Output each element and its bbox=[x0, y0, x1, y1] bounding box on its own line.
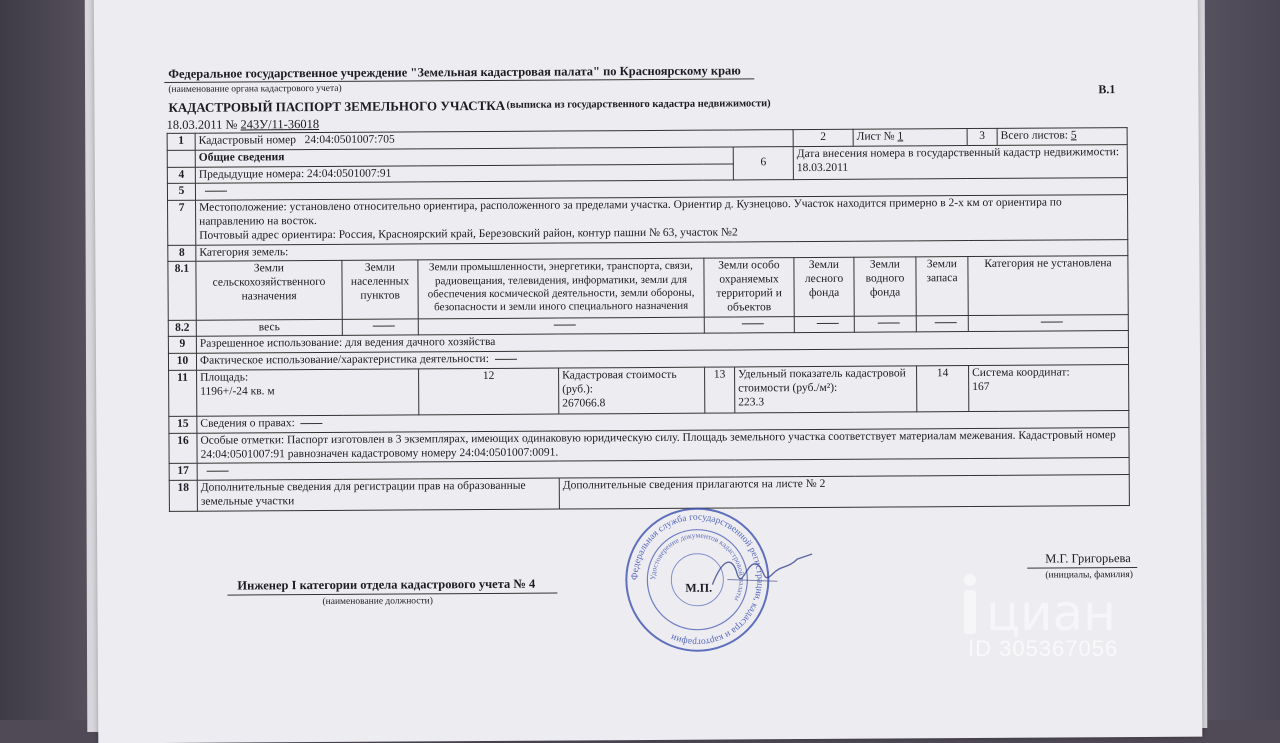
svg-text:циан: циан bbox=[986, 584, 1116, 642]
general-info-heading: Общие сведения bbox=[195, 147, 733, 167]
document-subtitle: (выписка из государственного кадастра недвижимости) bbox=[506, 98, 771, 111]
category-header: Земли сельскохозяйственного назначения bbox=[196, 261, 342, 320]
row-number bbox=[167, 150, 195, 167]
category-value bbox=[704, 316, 794, 333]
sheet-number-cell: Лист № 1 bbox=[853, 129, 967, 146]
svg-text:Удостоверение документов кадас: Удостоверение документов кадастровой палаты bbox=[648, 530, 747, 603]
row-number: 8 bbox=[168, 245, 196, 262]
category-header: Земли лесного фонда bbox=[794, 258, 854, 317]
additional-info-label: Дополнительные сведения для регистрации прав на образованные земельные участки bbox=[197, 478, 559, 511]
location-text: Местоположение: установлено относительно ориентира, расположенного за пределами участка. Ориентир д. Кузнецово. Участок находится примерно в 2-х км от ориентира по направлению на восток. bbox=[199, 196, 1062, 228]
category-header: Земли водного фонда bbox=[854, 257, 916, 316]
document-number: 18.03.2011 № 243У/11-36018 bbox=[166, 117, 320, 132]
row-number: 18 bbox=[169, 480, 197, 511]
category-header: Земли населенных пунктов bbox=[342, 260, 418, 319]
svg-text:Федеральная служба государстве: Федеральная служба государственной регистрации, кадастра и картографии bbox=[630, 512, 765, 647]
location-cell bbox=[196, 195, 1128, 245]
row-number: 15 bbox=[169, 416, 197, 433]
cadastral-table bbox=[167, 127, 1130, 512]
category-header: Категория не установлена bbox=[968, 256, 1128, 315]
category-header: Земли запаса bbox=[916, 257, 968, 316]
cadastral-number-cell: Кадастровый номер 24:04:0501007:705 bbox=[195, 130, 793, 150]
row-number: 17 bbox=[169, 464, 197, 481]
row-number: 3 bbox=[967, 128, 997, 145]
category-header: Земли особо охраняемых территорий и объектов bbox=[704, 258, 794, 317]
area-cell: Площадь: 1196+/-24 кв. м bbox=[197, 369, 419, 416]
table-row bbox=[168, 256, 1128, 320]
postal-address-text: Почтовый адрес ориентира: Россия, Красноярский край, Березовский район, контур пашни № 63, участок №2 bbox=[199, 226, 738, 242]
rights-cell: Сведения о правах: bbox=[197, 411, 1129, 433]
organization-name: Федеральное государственное учреждение "Земельная кадастровая палата" по Красноярскому краю bbox=[168, 63, 741, 81]
category-header: Земли промышленности, энергетики, транспорта, связи, радиовещания, телевидения, информатики, земли для обеспечения космической деятельности, земли обороны, безопасности и земли иного специального назначения bbox=[418, 259, 704, 319]
entry-date-cell: Дата внесения номера в государственный кадастр недвижимости: 18.03.2011 bbox=[793, 144, 1127, 180]
category-value bbox=[418, 317, 704, 336]
special-notes-cell: Особые отметки: Паспорт изготовлен в 3 экземплярах, имеющих одинаковую юридическую силу. Площадь земельного участка соответствует материалам межевания. Кадастровый номер 24:04:0501007:91 равнозначен кадастровому номеру 24:04:0501007:0091. bbox=[197, 427, 1129, 463]
total-sheets-cell: Всего листов: 5 bbox=[997, 128, 1127, 146]
specific-value-cell: Удельный показатель кадастровой стоимости (руб./м²): 223.3 bbox=[735, 366, 917, 413]
name-note: (инициалы, фамилия) bbox=[1045, 570, 1133, 581]
row-number: 12 bbox=[419, 368, 559, 415]
row-number: 11 bbox=[169, 370, 197, 416]
row-number: 6 bbox=[733, 146, 793, 180]
row-number: 2 bbox=[793, 129, 853, 146]
row-number: 9 bbox=[168, 337, 196, 354]
row-number: 5 bbox=[167, 184, 195, 201]
row-number: 16 bbox=[169, 433, 197, 464]
stamp-place-label: М.П. bbox=[685, 580, 713, 595]
form-code: В.1 bbox=[1098, 82, 1116, 97]
row-number: 4 bbox=[167, 167, 195, 184]
row-number: 1 bbox=[167, 133, 195, 150]
category-value bbox=[916, 315, 968, 332]
row-number: 14 bbox=[917, 365, 969, 411]
actual-use-cell: Фактическое использование/характеристика деятельности: bbox=[196, 348, 1128, 370]
category-value bbox=[342, 318, 418, 335]
organization-note: (наименование органа кадастрового учета) bbox=[168, 83, 342, 95]
table-row bbox=[168, 195, 1128, 245]
table-row bbox=[169, 365, 1129, 417]
coordinate-system-cell: Система координат: 167 bbox=[969, 365, 1129, 412]
category-value bbox=[794, 316, 854, 333]
official-position: Инженер I категории отдела кадастрового учета № 4 bbox=[237, 576, 536, 593]
official-name: М.Г. Григорьева bbox=[1045, 551, 1131, 566]
category-value bbox=[854, 315, 916, 332]
row-number: 8.2 bbox=[168, 320, 196, 337]
permitted-use-cell: Разрешенное использование: для ведения дачного хозяйства bbox=[196, 331, 1128, 353]
cadastral-value-cell: Кадастровая стоимость (руб.): 267066.8 bbox=[559, 367, 705, 414]
row-number: 8.1 bbox=[168, 262, 196, 320]
additional-info-value: Дополнительные сведения прилагаются на листе № 2 bbox=[559, 475, 1129, 509]
row-number: 10 bbox=[168, 353, 196, 370]
row-number: 7 bbox=[168, 200, 196, 245]
watermark-id: ID 305367056 bbox=[968, 636, 1119, 661]
land-category-label: Категория земель: bbox=[196, 239, 1128, 261]
document-title: КАДАСТРОВЫЙ ПАСПОРТ ЗЕМЕЛЬНОГО УЧАСТКА bbox=[168, 97, 506, 115]
previous-numbers-cell: Предыдущие номера: 24:04:0501007:91 bbox=[195, 164, 733, 184]
position-note: (наименование должности) bbox=[322, 596, 433, 607]
category-value: весь bbox=[196, 319, 342, 337]
signature-icon bbox=[707, 539, 817, 600]
row-number: 13 bbox=[705, 367, 735, 413]
category-value bbox=[968, 314, 1128, 332]
